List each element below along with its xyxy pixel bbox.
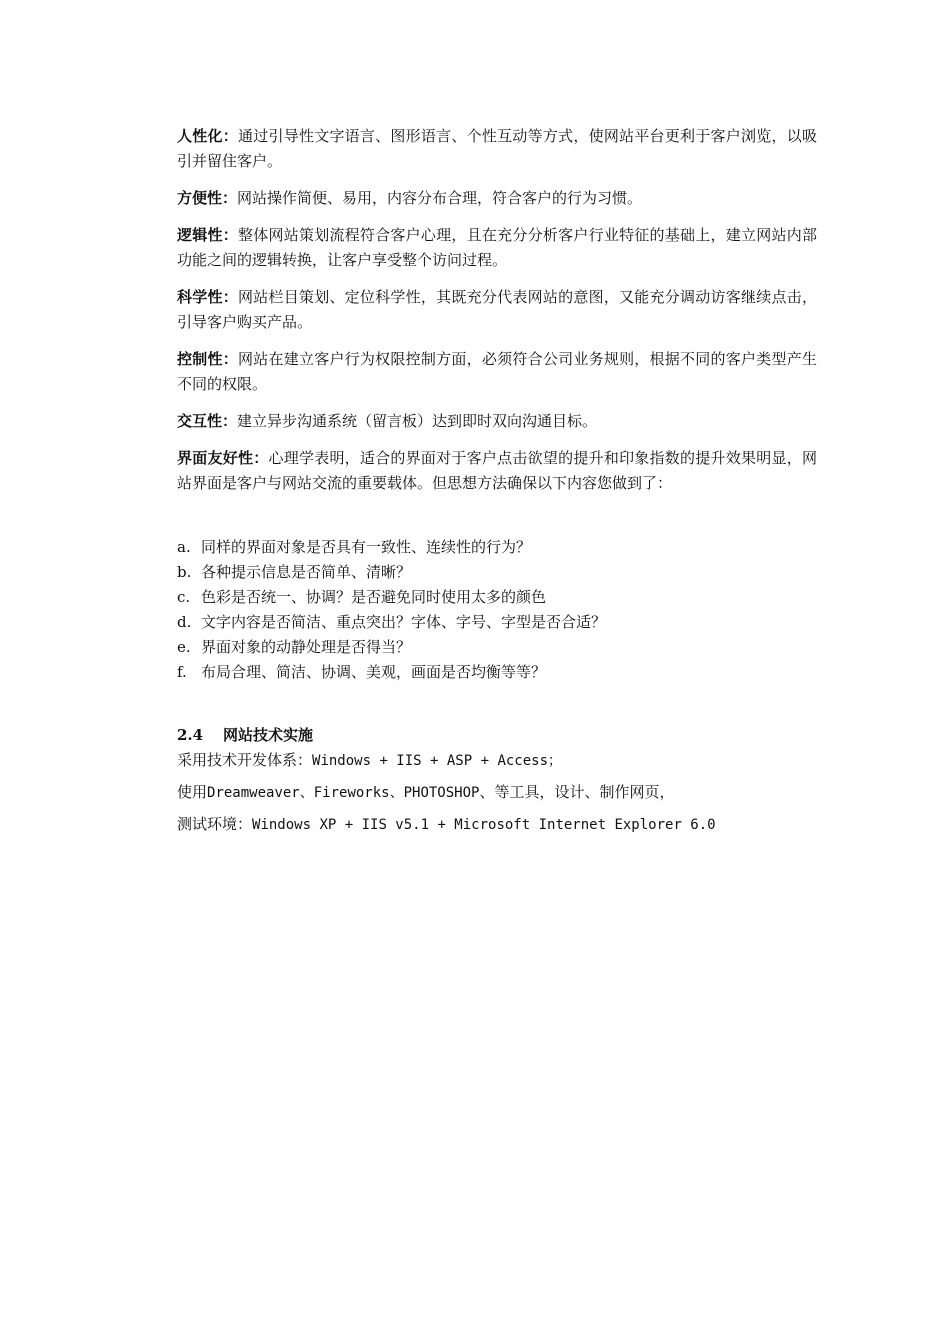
list-item: [177, 635, 817, 660]
list-marker: f.: [177, 663, 187, 681]
list-item-text: 同样的界面对象是否具有一致性、连续性的行为？: [201, 538, 532, 556]
paragraph-interactivity: [177, 409, 817, 434]
list-marker: c.: [177, 588, 191, 606]
section-number: 2.4: [177, 726, 204, 744]
document-body: [177, 124, 817, 844]
list-marker: a.: [177, 538, 191, 556]
paragraph-friendly-interface: [177, 446, 817, 496]
paragraph-text: 网站栏目策划、定位科学性，其既充分代表网站的意图，又能充分调动访客继续点击，引导客户购买产品。: [177, 288, 817, 331]
section-heading: [177, 723, 817, 748]
tech-stack-line: [177, 748, 817, 774]
list-item: [177, 560, 817, 585]
list-item-text: 文字内容是否简洁、重点突出？字体、字号、字型是否合适？: [201, 613, 607, 631]
list-item: [177, 660, 817, 685]
term-label: 交互性：: [177, 412, 238, 430]
paragraph-convenience: [177, 186, 817, 211]
list-item-text: 各种提示信息是否简单、清晰？: [201, 563, 412, 581]
tools-value: Dreamweaver、Fireworks、PHOTOSHOP: [207, 785, 480, 801]
tools-prefix: 使用: [177, 783, 208, 801]
test-env-value: Windows XP + IIS v5.1 + Microsoft Internet Explorer 6.0: [252, 817, 716, 833]
list-item: [177, 585, 817, 610]
tools-suffix: 、等工具，设计、制作网页，: [479, 783, 675, 801]
list-marker: b.: [177, 563, 192, 581]
list-marker: e.: [177, 638, 191, 656]
list-item-text: 色彩是否统一、协调？是否避免同时使用太多的颜色: [201, 588, 547, 606]
term-label: 方便性：: [177, 189, 238, 207]
paragraph-text: 网站操作简便、易用，内容分布合理，符合客户的行为习惯。: [237, 189, 643, 207]
list-item: [177, 535, 817, 560]
tech-stack-label: 采用技术开发体系：: [177, 751, 313, 769]
test-env-line: [177, 812, 817, 838]
term-label: 控制性：: [177, 350, 238, 368]
test-env-label: 测试环境：: [177, 815, 253, 833]
list-item-text: 布局合理、简洁、协调、美观，画面是否均衡等等？: [201, 663, 547, 681]
paragraph-text: 心理学表明，适合的界面对于客户点击欲望的提升和印象指数的提升效果明显，网站界面是客户与网站交流的重要载体。但思想方法确保以下内容您做到了：: [177, 449, 817, 492]
list-marker: d.: [177, 613, 192, 631]
term-label: 界面友好性：: [177, 449, 269, 467]
list-item: [177, 610, 817, 635]
paragraph-text: 整体网站策划流程符合客户心理，且在充分分析客户行业特征的基础上，建立网站内部功能之间的逻辑转换，让客户享受整个访问过程。: [177, 226, 817, 269]
list-item-text: 界面对象的动静处理是否得当？: [201, 638, 412, 656]
paragraph-control: [177, 347, 817, 397]
paragraph-text: 建立异步沟通系统（留言板）达到即时双向沟通目标。: [237, 412, 598, 430]
tools-line: [177, 780, 817, 806]
section-title: 网站技术实施: [223, 726, 314, 744]
paragraph-humanization: [177, 124, 817, 174]
paragraph-text: 网站在建立客户行为权限控制方面，必须符合公司业务规则，根据不同的客户类型产生不同的权限。: [177, 350, 817, 393]
paragraph-science: [177, 285, 817, 335]
tech-stack-value: Windows + IIS + ASP + Access；: [312, 753, 563, 769]
term-label: 科学性：: [177, 288, 238, 306]
paragraph-text: 通过引导性文字语言、图形语言、个性互动等方式，使网站平台更利于客户浏览，以吸引并留住客户。: [177, 127, 817, 170]
paragraph-logic: [177, 223, 817, 273]
checklist: [177, 535, 817, 685]
term-label: 人性化：: [177, 127, 238, 145]
term-label: 逻辑性：: [177, 226, 238, 244]
